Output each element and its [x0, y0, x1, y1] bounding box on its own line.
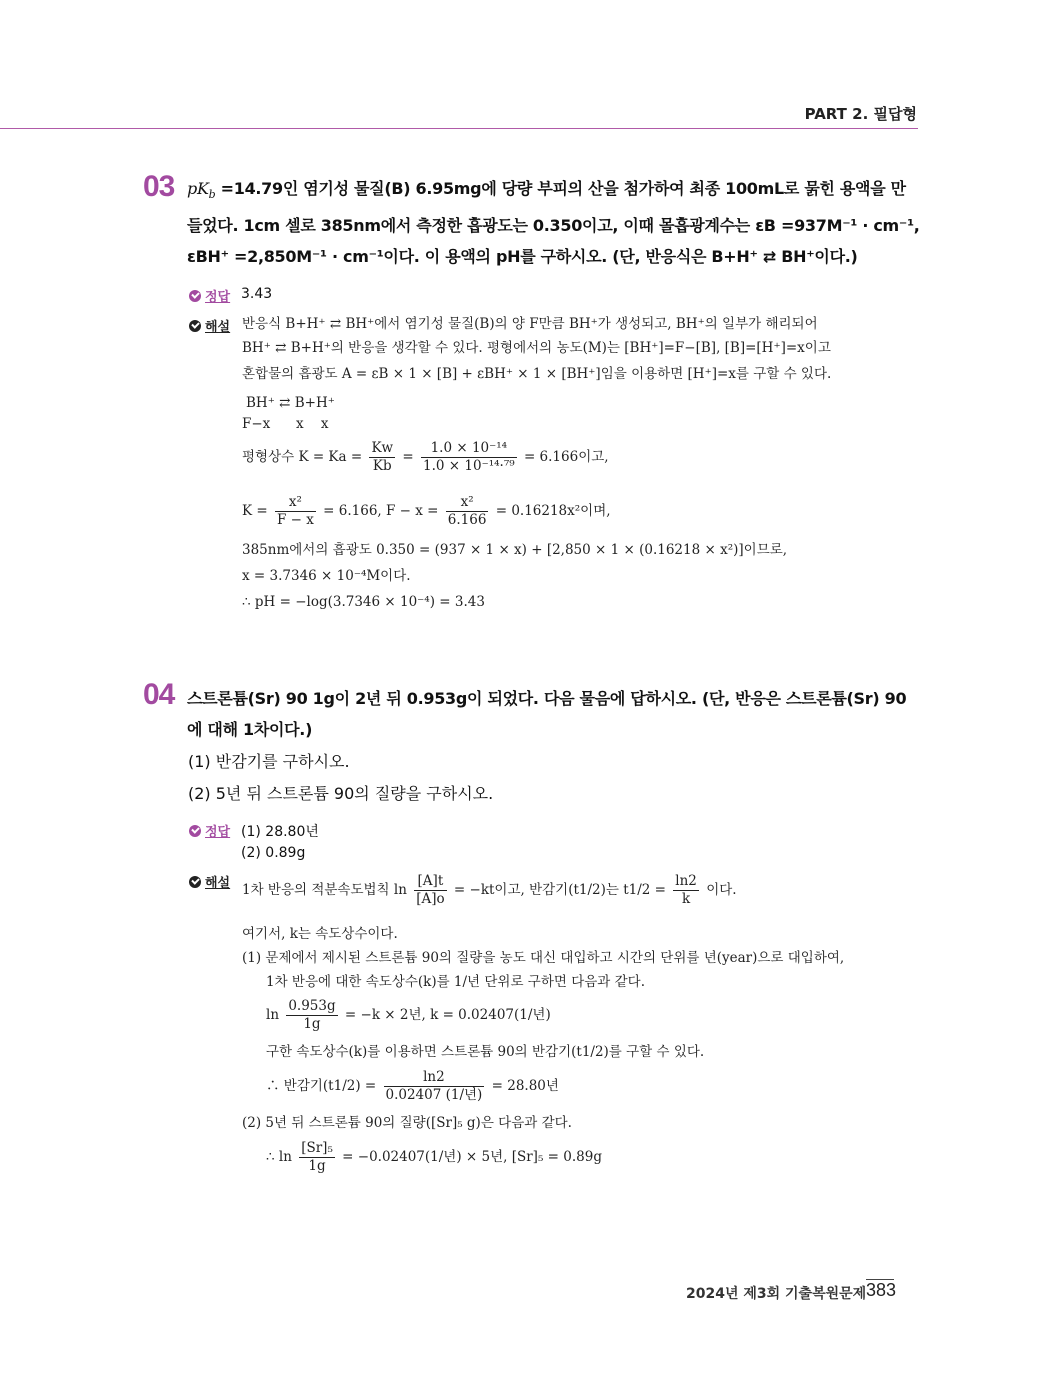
answer-04-2: (2) 0.89g — [241, 845, 306, 861]
explain-03-ph: ∴ pH = −log(3.7346 × 10⁻⁴) = 3.43 — [242, 594, 485, 610]
answer-03: 3.43 — [241, 286, 273, 302]
explain-03-line-3: 혼합물의 흡광도 A = εB × 1 × [B] + εBH⁺ × 1 × [BH⁺]임을 이용하면 [H⁺]=x를 구할 수 있다. — [242, 366, 832, 382]
explain-03-k-eq: K = $\frac{\text{x²}}{F - x}$ = 6.166, F − x = $\frac{\text{x²}}{6.166}$ = 0.16218x²이며, — [242, 494, 611, 528]
explain-03-concentrations: F−x x x — [242, 416, 329, 432]
part-label: PART 2. — [804, 105, 869, 123]
fraction-half-life: $\frac{\ln 2}{\text{0.02407 (1/년)}}$ — [385, 1069, 483, 1103]
answer-tag-03: 정답 — [189, 286, 230, 305]
check-icon — [189, 825, 201, 837]
fraction-kw-kb: $\frac{Kw}{Kb}$ — [371, 440, 394, 474]
explain-04-line-3: (1) 문제에서 제시된 스트론튬 90의 질량을 농도 대신 대입하고 시간의 단위를 년(year)으로 대입하여, — [242, 950, 845, 966]
explain-03-x-value: x = 3.7346 × 10⁻⁴M이다. — [242, 568, 411, 584]
check-icon — [189, 320, 201, 332]
question-04-sub-2: (2) 5년 뒤 스트론튬 90의 질량을 구하시오. — [188, 784, 494, 803]
explain-04-half-life: ∴ 반감기(t1/2) = $\frac{\ln 2}{\text{0.02407 (1/년)}}$ = 28.80년 — [266, 1069, 559, 1103]
explain-03-line-2: BH⁺ ⇄ B+H⁺의 반응을 생각할 수 있다. 평형에서의 농도(M)는 [BH⁺]=F−[B], [B]=[H⁺]=x이고 — [242, 340, 831, 356]
question-number-03: 03 — [143, 170, 175, 203]
check-icon — [189, 876, 201, 888]
question-03-line-2: 들었다. 1cm 셀로 385nm에서 측정한 흡광도는 0.350이고, 이때 몰흡광계수는 εB =937M⁻¹ · cm⁻¹, — [187, 216, 920, 236]
question-04-sub-1: (1) 반감기를 구하시오. — [188, 752, 350, 771]
explain-04-line-5: 구한 속도상수(k)를 이용하면 스트론튬 90의 반감기(t1/2)를 구할 수 있다. — [266, 1044, 705, 1060]
explain-04-line-2: 여기서, k는 속도상수이다. — [242, 926, 398, 942]
fraction-ka-value: $\frac{\text{1.0 × 10⁻¹⁴}}{\text{1.0 × 10⁻¹⁴·⁷⁹}}$ — [423, 440, 515, 474]
section-label: 필답형 — [873, 105, 917, 123]
explain-03-absorbance: 385nm에서의 흡광도 0.350 = (937 × 1 × x) + [2,850 × 1 × (0.16218 × x²)]이므로, — [242, 542, 788, 558]
check-icon — [189, 290, 201, 302]
answer-tag-04: 정답 — [189, 821, 230, 840]
fraction-x2-k: $\frac{\text{x²}}{6.166}$ — [447, 494, 487, 528]
explain-03-line-1: 반응식 B+H⁺ ⇄ BH⁺에서 염기성 물질(B)의 양 F만큼 BH⁺가 생성되고, BH⁺의 일부가 해리되어 — [242, 316, 818, 332]
explain-04-mass-eq: ∴ ln $\frac{\text{[Sr]₅}}{1g}$ = −0.02407(1/년) × 5년, [Sr]₅ = 0.89g — [266, 1140, 602, 1174]
page-number: 383 — [866, 1280, 897, 1300]
explain-04-line-4: 1차 반응에 대한 속도상수(k)를 1/년 단위로 구하면 다음과 같다. — [266, 974, 646, 990]
answer-04-1: (1) 28.80년 — [241, 824, 319, 840]
question-03-text — [187, 173, 920, 272]
explain-04-line-6: (2) 5년 뒤 스트론튬 90의 질량([Sr]₅ g)은 다음과 같다. — [242, 1115, 572, 1131]
question-04-text — [187, 683, 907, 745]
fraction-ln2-k: $\frac{\ln 2}{k}$ — [675, 873, 697, 907]
question-03-line-1: $pK_b =14.79$인 염기성 물질(B) 6.95mg에 당량 부피의 산을 첨가하여 최종 100mL로 묽힌 용액을 만 — [187, 179, 906, 202]
question-03-line-3: εBH⁺ =2,850M⁻¹ · cm⁻¹이다. 이 용액의 pH를 구하시오. (단, 반응식은 B+H⁺ ⇄ BH⁺이다.) — [187, 247, 858, 267]
running-header — [805, 103, 917, 124]
question-04-line-1: 스트론튬(Sr) 90 1g이 2년 뒤 0.953g이 되었다. 다음 물음에 답하시오. (단, 반응은 스트론튬(Sr) 90 — [187, 689, 907, 708]
explain-03-reaction: BH⁺ ⇄ B+H⁺ — [246, 395, 335, 411]
question-04-line-2: 에 대해 1차이다.) — [187, 720, 313, 739]
explanation-tag-04: 해설 — [189, 872, 230, 891]
fraction-x2-fx: $\frac{\text{x²}}{F - x}$ — [276, 494, 314, 528]
explain-04-rate-law: 1차 반응의 적분속도법칙 ln $\frac{[A]t}{[A]o}$ = −kt이고, 반감기(t1/2)는 t1/2 = $\frac{\ln 2}{k}$ 이다. — [242, 873, 737, 907]
fraction-sr5: $\frac{\text{[Sr]₅}}{1g}$ — [301, 1140, 333, 1174]
footer-title: 2024년 제3회 기출복원문제 — [686, 1286, 867, 1302]
fraction-at-ao: $\frac{[A]t}{[A]o}$ — [416, 873, 445, 907]
question-number-04: 04 — [143, 678, 175, 711]
explain-04-rate-constant: ln $\frac{0.953g}{1g}$ = −k × 2년, k = 0.02407(1/년) — [266, 998, 551, 1032]
header-divider — [0, 128, 918, 129]
explanation-tag-03: 해설 — [189, 316, 230, 335]
explain-03-equilibrium-eq: 평형상수 K = Ka = $\frac{Kw}{Kb}$ = $\frac{\text{1.0 × 10⁻¹⁴}}{\text{1.0 × 10⁻¹⁴·⁷⁹}}$ = 6.166이고, — [242, 440, 609, 474]
fraction-mass-ratio: $\frac{0.953g}{1g}$ — [288, 998, 336, 1032]
